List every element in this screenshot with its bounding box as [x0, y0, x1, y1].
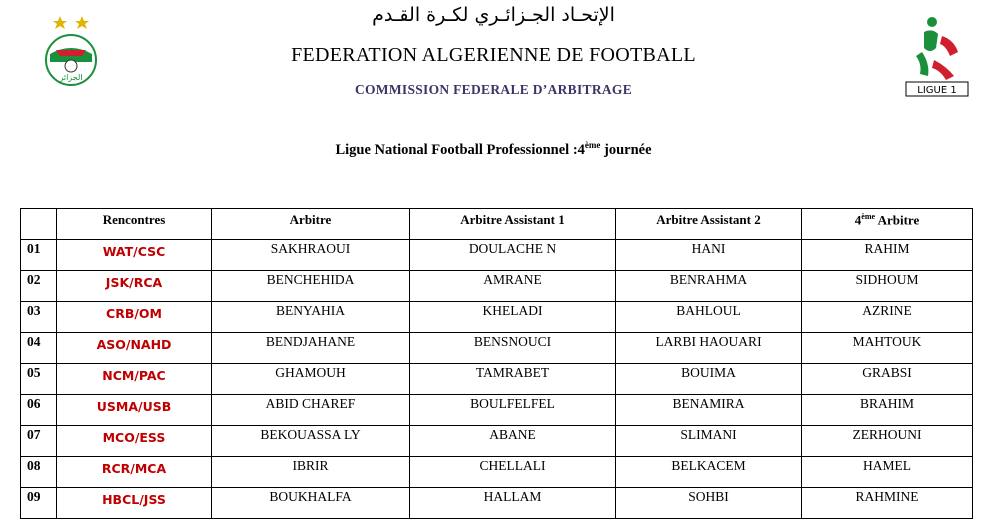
assistant-1-cell: KHELADI [410, 302, 616, 333]
fourth-arbitre-cell: ZERHOUNI [802, 426, 973, 457]
table-row [21, 302, 973, 333]
table-row [21, 488, 973, 519]
match-cell: NCM/PAC [57, 364, 212, 395]
arabic-federation-title: الإتحـاد الجـزائـري لكـرة القـدم [372, 4, 615, 26]
subtitle-sup: ème [584, 140, 601, 150]
match-cell: ASO/NAHD [57, 333, 212, 364]
assistant-1-cell: BENSNOUCI [410, 333, 616, 364]
fourth-arbitre-cell: RAHIM [802, 240, 973, 271]
arbitre-cell: ABID CHAREF [212, 395, 410, 426]
referee-assignments-table [20, 208, 973, 519]
document-header [0, 0, 987, 140]
fourth-suffix: Arbitre [875, 212, 920, 228]
table-row [21, 333, 973, 364]
match-cell: MCO/ESS [57, 426, 212, 457]
subtitle-tail: journée [600, 141, 652, 158]
fourth-arbitre-cell: MAHTOUK [802, 333, 973, 364]
subtitle-main: Ligue National Football Professionnel :4 [335, 141, 585, 158]
row-number: 02 [21, 271, 57, 302]
table-row [21, 271, 973, 302]
match-cell: USMA/USB [57, 395, 212, 426]
assistant-2-cell: BELKACEM [616, 457, 802, 488]
row-number: 05 [21, 364, 57, 395]
commission-title: COMMISSION FEDERALE D’ARBITRAGE [354, 82, 633, 97]
assistant-2-cell: BOUIMA [616, 364, 802, 395]
arbitre-cell: BENCHEHIDA [212, 271, 410, 302]
fourth-arbitre-cell: BRAHIM [802, 395, 973, 426]
row-number: 04 [21, 333, 57, 364]
col-header-assistant-2: Arbitre Assistant 2 [616, 209, 802, 240]
assistant-1-cell: AMRANE [410, 271, 616, 302]
fourth-prefix: 4 [854, 212, 862, 228]
fourth-arbitre-cell: SIDHOUM [802, 271, 973, 302]
assistant-1-cell: TAMRABET [410, 364, 616, 395]
arbitre-cell: IBRIR [212, 457, 410, 488]
assistant-1-cell: CHELLALI [410, 457, 616, 488]
table-row [21, 240, 973, 271]
assistant-1-cell: DOULACHE N [410, 240, 616, 271]
faf-crest-text: الجزائر [59, 73, 83, 82]
assistant-2-cell: SLIMANI [616, 426, 802, 457]
assistant-2-cell: SOHBI [616, 488, 802, 519]
assistant-2-cell: BAHLOUL [616, 302, 802, 333]
assistant-2-cell: HANI [616, 240, 802, 271]
assistant-2-cell: LARBI HAOUARI [616, 333, 802, 364]
col-header-arbitre: Arbitre [212, 209, 410, 240]
fourth-arbitre-cell: RAHMINE [802, 488, 973, 519]
col-header-num [21, 209, 57, 240]
federation-title: FEDERATION ALGERIENNE DE FOOTBALL [291, 44, 696, 66]
assistant-2-cell: BENRAHMA [616, 271, 802, 302]
table-row [21, 426, 973, 457]
match-cell: WAT/CSC [57, 240, 212, 271]
col-header-rencontres: Rencontres [57, 209, 212, 240]
assistant-1-cell: ABANE [410, 426, 616, 457]
col-header-fourth-arbitre [802, 209, 973, 240]
arbitre-cell: BEKOUASSA LY [212, 426, 410, 457]
page-subtitle [240, 140, 747, 159]
arbitre-cell: GHAMOUH [212, 364, 410, 395]
row-number: 03 [21, 302, 57, 333]
table-row [21, 364, 973, 395]
row-number: 06 [21, 395, 57, 426]
fourth-arbitre-cell: AZRINE [802, 302, 973, 333]
arbitre-cell: BOUKHALFA [212, 488, 410, 519]
assistant-2-cell: BENAMIRA [616, 395, 802, 426]
fourth-arbitre-cell: GRABSI [802, 364, 973, 395]
arbitre-cell: SAKHRAOUI [212, 240, 410, 271]
table-row [21, 395, 973, 426]
match-cell: JSK/RCA [57, 271, 212, 302]
fourth-arbitre-cell: HAMEL [802, 457, 973, 488]
ligue1-logo-icon [902, 14, 974, 98]
assistant-1-cell: HALLAM [410, 488, 616, 519]
match-cell: HBCL/JSS [57, 488, 212, 519]
fourth-sup: ème [861, 212, 876, 221]
col-header-assistant-1: Arbitre Assistant 1 [410, 209, 616, 240]
ligue1-logo-text: LIGUE 1 [917, 85, 957, 96]
arbitre-cell: BENYAHIA [212, 302, 410, 333]
row-number: 07 [21, 426, 57, 457]
faf-crest-icon [36, 10, 114, 90]
assistant-1-cell: BOULFELFEL [410, 395, 616, 426]
table-header-row [21, 209, 973, 240]
row-number: 08 [21, 457, 57, 488]
match-cell: RCR/MCA [57, 457, 212, 488]
arbitre-cell: BENDJAHANE [212, 333, 410, 364]
row-number: 09 [21, 488, 57, 519]
match-cell: CRB/OM [57, 302, 212, 333]
table-row [21, 457, 973, 488]
row-number: 01 [21, 240, 57, 271]
